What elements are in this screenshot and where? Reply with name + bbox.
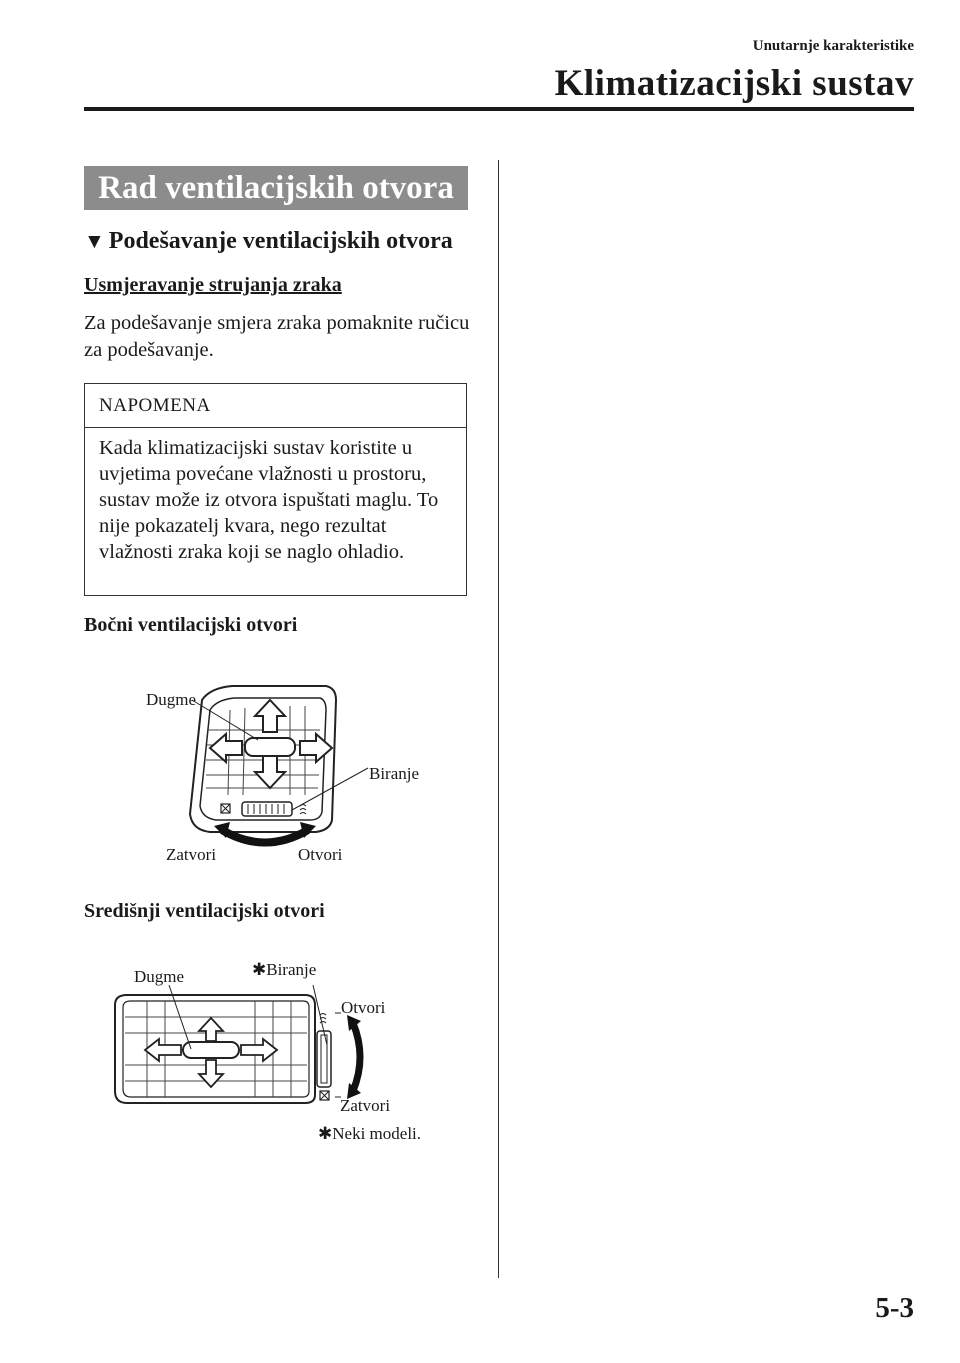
side-open-label: Otvori	[298, 845, 343, 864]
asterisk-icon: ✱	[318, 1124, 333, 1143]
subheading-text: Podešavanje ventilacijskih otvora	[108, 228, 453, 254]
note-text: Kada klimatizacijski sustav koristite u uvjetima povećane vlažnosti u prostoru, sustav može iz otvora ispuštati maglu. To nije pokazatelj kvara, nego rezultat vlažnosti zraka koji se naglo ohladio.	[99, 437, 439, 563]
chapter-name: Unutarnje karakteristike	[752, 38, 914, 54]
side-dial-label: Biranje	[369, 764, 420, 783]
column-divider	[498, 160, 499, 1278]
triangle-bullet-icon: ▼	[84, 229, 105, 253]
underlined-heading: Usmjeravanje strujanja zraka	[84, 274, 342, 296]
page-number: 5-3	[875, 1292, 914, 1324]
header-rule	[84, 107, 914, 111]
body-paragraph: Za podešavanje smjera zraka pomaknite ručicu za podešavanje.	[84, 312, 470, 361]
section-title: Klimatizacijski sustav	[554, 63, 914, 104]
side-vents-title: Bočni ventilacijski otvori	[84, 614, 298, 636]
side-button-label: Dugme	[146, 690, 197, 709]
section-banner: Rad ventilacijskih otvora	[84, 166, 468, 210]
subheading	[84, 228, 453, 255]
asterisk-icon: ✱	[252, 960, 267, 979]
center-open-label: Otvori	[341, 998, 386, 1017]
side-close-label: Zatvori	[166, 845, 217, 864]
center-button-label: Dugme	[134, 967, 185, 986]
note-box	[84, 383, 467, 596]
center-vents-title: Središnji ventilacijski otvori	[84, 900, 325, 922]
footnote: ✱Neki modeli.	[318, 1124, 422, 1143]
note-title: NAPOMENA	[85, 384, 466, 428]
center-dial-label: ✱Biranje	[252, 960, 317, 979]
center-close-label: Zatvori	[340, 1096, 391, 1115]
